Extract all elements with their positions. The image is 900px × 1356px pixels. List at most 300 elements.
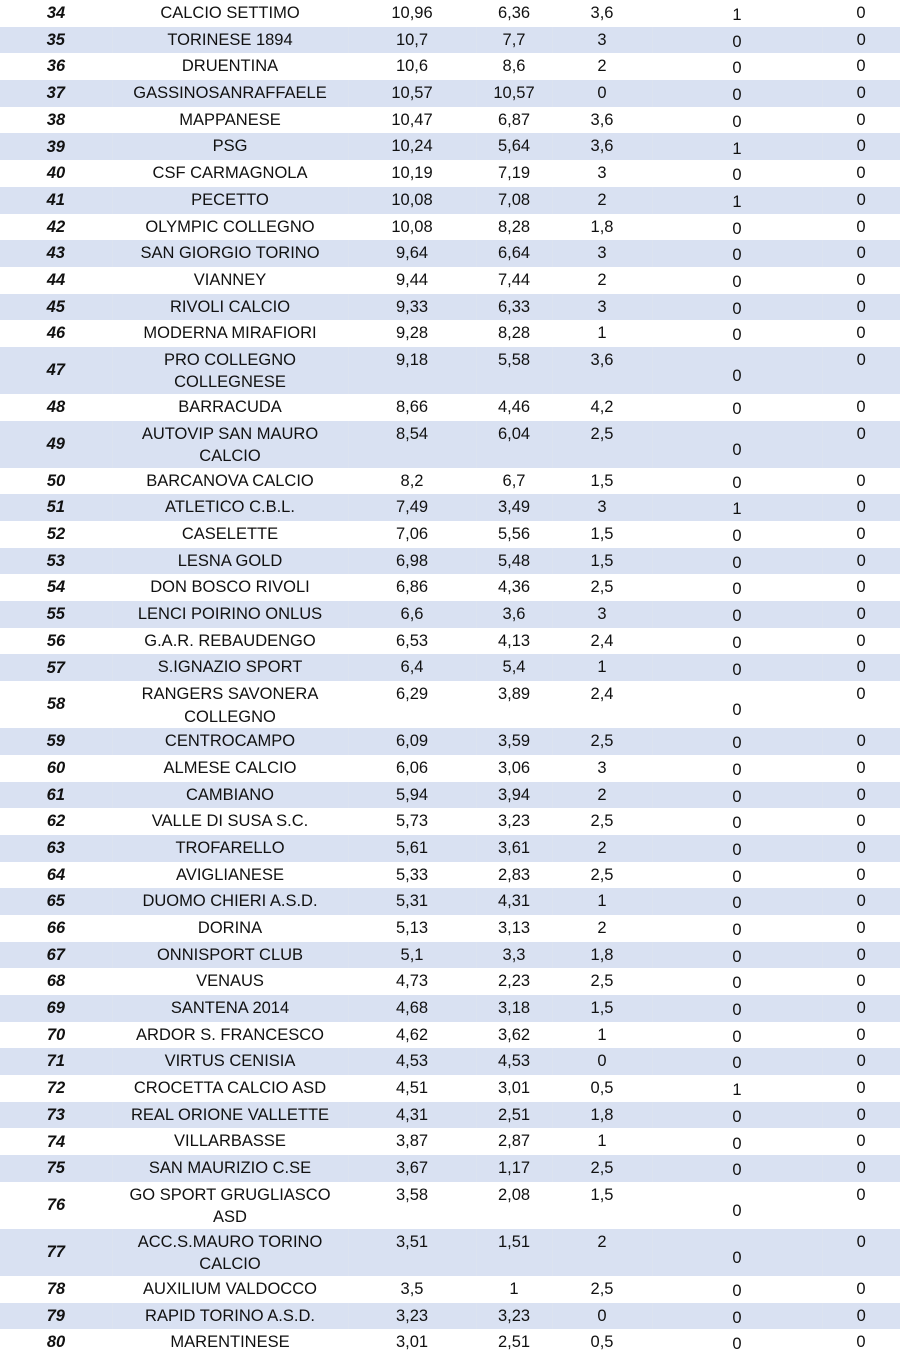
table-row <box>0 1075 900 1102</box>
value-col4-cell: 2,23 <box>497 972 531 991</box>
rank-cell: 66 <box>46 919 66 938</box>
value-col5-cell: 2,5 <box>590 972 614 991</box>
value-col7-cell: 0 <box>856 1333 866 1352</box>
rank-cell: 43 <box>0 240 112 267</box>
team-name-cell: DUOMO CHIERI A.S.D. <box>112 888 348 915</box>
value-col5-cell: 1,5 <box>552 995 652 1022</box>
value-col7-cell: 0 <box>822 995 900 1022</box>
value-col3-cell: 8,2 <box>400 471 424 490</box>
value-col5-cell: 2,5 <box>590 578 614 597</box>
team-name-cell: MODERNA MIRAFIORI <box>143 324 317 343</box>
value-col6-cell: 0 <box>652 1048 822 1075</box>
value-col7-cell: 0 <box>856 270 866 289</box>
table-row <box>0 267 900 294</box>
value-col3-cell: 10,19 <box>391 164 433 183</box>
rank-cell: 38 <box>46 110 66 129</box>
value-col7-cell: 0 <box>822 888 900 915</box>
team-name-cell: GO SPORT GRUGLIASCO ASD <box>129 1185 331 1227</box>
value-col3-cell: 5,1 <box>348 942 476 969</box>
value-col3-cell: 3,5 <box>400 1279 424 1298</box>
value-col6-cell: 0 <box>652 888 822 915</box>
value-col3-cell: 3,01 <box>395 1333 429 1352</box>
value-col4-cell: 1,51 <box>476 1229 552 1276</box>
value-col5-cell: 3 <box>552 294 652 321</box>
value-col5-cell: 2,5 <box>590 812 614 831</box>
value-col7-cell: 0 <box>856 471 866 490</box>
value-col5-cell: 1,8 <box>552 942 652 969</box>
value-col5-cell: 2 <box>597 57 607 76</box>
value-col5-cell: 0,5 <box>590 1333 614 1352</box>
value-col7-cell: 0 <box>822 942 900 969</box>
value-col7-cell: 0 <box>856 1132 866 1151</box>
team-name-cell: VIANNEY <box>193 270 267 289</box>
rank-cell: 41 <box>0 187 112 214</box>
value-col3-cell: 9,64 <box>348 240 476 267</box>
value-col7-cell: 0 <box>856 1279 866 1298</box>
rank-cell: 71 <box>0 1048 112 1075</box>
value-col4-cell: 3,06 <box>497 758 531 777</box>
value-col4-cell: 3,13 <box>497 918 531 937</box>
value-col4-cell: 5,58 <box>476 347 552 394</box>
value-col3-cell: 10,7 <box>348 27 476 54</box>
value-col5-cell: 3 <box>552 494 652 521</box>
value-col5-cell: 3,6 <box>552 347 652 394</box>
table-row <box>0 601 900 628</box>
team-name-cell: SANTENA 2014 <box>112 995 348 1022</box>
value-col6-cell: 0 <box>652 1303 822 1330</box>
value-col5-cell: 1,8 <box>552 1102 652 1129</box>
table-row <box>0 214 900 241</box>
table-row <box>0 628 900 655</box>
value-col5-cell: 0 <box>552 1048 652 1075</box>
team-name-cell: PRO COLLEGNO COLLEGNESE <box>112 347 348 394</box>
value-col4-cell: 3,23 <box>476 1303 552 1330</box>
rank-cell: 50 <box>46 471 66 490</box>
value-col5-cell: 2,4 <box>590 631 614 650</box>
team-name-cell: CSF CARMAGNOLA <box>152 164 308 183</box>
value-col4-cell: 7,44 <box>497 270 531 289</box>
rank-cell: 60 <box>46 758 66 777</box>
rank-cell: 51 <box>0 494 112 521</box>
team-name-cell: TROFARELLO <box>112 835 348 862</box>
value-col5-cell: 4,2 <box>590 397 614 416</box>
value-col4-cell: 6,87 <box>497 110 531 129</box>
value-col7-cell: 0 <box>822 133 900 160</box>
value-col6-cell: 0 <box>732 814 742 833</box>
table-row <box>0 107 900 134</box>
value-col3-cell: 4,51 <box>395 1079 429 1098</box>
value-col6-cell: 0 <box>732 1202 742 1221</box>
value-col5-cell: 1,5 <box>590 471 614 490</box>
value-col4-cell: 4,46 <box>497 397 531 416</box>
value-col4-cell: 3,89 <box>497 685 531 704</box>
value-col6-cell: 0 <box>732 867 742 886</box>
value-col3-cell: 3,23 <box>348 1303 476 1330</box>
value-col5-cell: 3 <box>552 27 652 54</box>
value-col6-cell: 0 <box>732 760 742 779</box>
team-name-cell: DRUENTINA <box>181 57 279 76</box>
value-col6-cell: 0 <box>652 1155 822 1182</box>
value-col7-cell: 0 <box>822 835 900 862</box>
rank-cell: 40 <box>46 164 66 183</box>
rank-cell: 35 <box>0 27 112 54</box>
table-row <box>0 888 900 915</box>
value-col5-cell: 2,5 <box>590 1279 614 1298</box>
rank-cell: 68 <box>46 972 66 991</box>
value-col4-cell: 2,51 <box>497 1333 531 1352</box>
value-col4-cell: 6,64 <box>476 240 552 267</box>
rank-cell: 42 <box>46 217 66 236</box>
team-name-cell: VIRTUS CENISIA <box>112 1048 348 1075</box>
value-col6-cell: 1 <box>652 187 822 214</box>
value-col3-cell: 5,33 <box>395 865 429 884</box>
value-col7-cell: 0 <box>856 865 866 884</box>
value-col5-cell: 2 <box>597 270 607 289</box>
value-col6-cell: 0 <box>732 974 742 993</box>
value-col3-cell: 3,51 <box>348 1229 476 1276</box>
rank-cell: 46 <box>46 324 66 343</box>
value-col6-cell: 1 <box>732 6 742 25</box>
value-col5-cell: 3,6 <box>590 4 614 22</box>
rank-cell: 79 <box>0 1303 112 1330</box>
value-col7-cell: 0 <box>822 782 900 809</box>
team-name-cell: BARCANOVA CALCIO <box>146 471 314 490</box>
table-row <box>0 681 900 728</box>
value-col5-cell: 2,4 <box>590 685 614 704</box>
value-col5-cell: 2 <box>597 918 607 937</box>
value-col6-cell: 0 <box>732 633 742 652</box>
value-col4-cell: 4,13 <box>497 631 531 650</box>
value-col6-cell: 0 <box>732 527 742 546</box>
value-col4-cell: 5,64 <box>476 133 552 160</box>
table-row <box>0 654 900 681</box>
value-col3-cell: 10,6 <box>395 57 429 76</box>
value-col5-cell: 3 <box>552 240 652 267</box>
value-col7-cell: 0 <box>822 1303 900 1330</box>
value-col7-cell: 0 <box>856 1079 866 1098</box>
value-col7-cell: 0 <box>822 421 900 468</box>
table-row <box>0 808 900 835</box>
team-name-cell: RIVOLI CALCIO <box>112 294 348 321</box>
value-col5-cell: 2 <box>552 1229 652 1276</box>
rank-cell: 49 <box>0 421 112 468</box>
table-row <box>0 27 900 54</box>
rank-cell: 76 <box>46 1196 66 1215</box>
value-col6-cell: 0 <box>652 347 822 394</box>
team-name-cell: LENCI POIRINO ONLUS <box>112 601 348 628</box>
team-name-cell: VILLARBASSE <box>174 1132 286 1151</box>
value-col3-cell: 6,6 <box>348 601 476 628</box>
value-col7-cell: 0 <box>822 1102 900 1129</box>
value-col3-cell: 5,13 <box>395 918 429 937</box>
value-col3-cell: 10,47 <box>391 110 433 129</box>
value-col3-cell: 8,54 <box>348 421 476 468</box>
team-name-cell: SAN MAURIZIO C.SE <box>112 1155 348 1182</box>
team-name-cell: CALCIO SETTIMO <box>160 4 300 22</box>
team-name-cell: VALLE DI SUSA S.C. <box>151 812 309 831</box>
value-col4-cell: 2,51 <box>476 1102 552 1129</box>
value-col3-cell: 7,49 <box>348 494 476 521</box>
rank-cell: 37 <box>0 80 112 107</box>
value-col6-cell: 1 <box>652 133 822 160</box>
table-row <box>0 1276 900 1303</box>
value-col6-cell: 0 <box>652 601 822 628</box>
value-col6-cell: 0 <box>652 1102 822 1129</box>
table-row <box>0 494 900 521</box>
team-name-cell: G.A.R. REBAUDENGO <box>144 631 316 650</box>
table-row <box>0 1155 900 1182</box>
value-col3-cell: 6,4 <box>348 654 476 681</box>
value-col5-cell: 1,5 <box>590 525 614 543</box>
value-col6-cell: 0 <box>732 112 742 131</box>
team-name-cell: PECETTO <box>112 187 348 214</box>
value-col4-cell: 1,17 <box>476 1155 552 1182</box>
table-row <box>0 548 900 575</box>
value-col4-cell: 4,53 <box>476 1048 552 1075</box>
value-col6-cell: 0 <box>652 548 822 575</box>
rank-cell: 78 <box>46 1279 66 1298</box>
value-col3-cell: 10,57 <box>348 80 476 107</box>
team-name-cell: REAL ORIONE VALLETTE <box>112 1102 348 1129</box>
value-col6-cell: 0 <box>652 1229 822 1276</box>
value-col7-cell: 0 <box>822 1229 900 1276</box>
value-col5-cell: 3 <box>597 164 607 183</box>
team-name-cell: ACC.S.MAURO TORINO CALCIO <box>112 1229 348 1276</box>
value-col7-cell: 0 <box>856 1025 866 1044</box>
value-col3-cell: 5,61 <box>348 835 476 862</box>
team-name-cell: CROCETTA CALCIO ASD <box>133 1079 327 1098</box>
rank-cell: 52 <box>46 525 66 544</box>
value-col3-cell: 10,24 <box>348 133 476 160</box>
value-col3-cell: 10,96 <box>391 4 433 22</box>
team-name-cell: LESNA GOLD <box>112 548 348 575</box>
value-col6-cell: 0 <box>652 654 822 681</box>
value-col6-cell: 0 <box>732 473 742 492</box>
value-col6-cell: 0 <box>652 995 822 1022</box>
value-col3-cell: 6,06 <box>395 758 429 777</box>
value-col3-cell: 9,18 <box>348 347 476 394</box>
value-col5-cell: 1,5 <box>590 1185 614 1204</box>
value-col3-cell: 4,31 <box>348 1102 476 1129</box>
table-row <box>0 835 900 862</box>
value-col3-cell: 5,31 <box>348 888 476 915</box>
team-name-cell: ONNISPORT CLUB <box>112 942 348 969</box>
value-col4-cell: 4,36 <box>497 578 531 597</box>
value-col6-cell: 0 <box>652 27 822 54</box>
value-col6-cell: 0 <box>732 59 742 78</box>
table-row <box>0 421 900 468</box>
value-col3-cell: 10,08 <box>391 217 433 236</box>
team-name-cell: SAN GIORGIO TORINO <box>112 240 348 267</box>
value-col7-cell: 0 <box>822 187 900 214</box>
value-col5-cell: 3 <box>552 601 652 628</box>
value-col6-cell: 0 <box>652 240 822 267</box>
value-col5-cell: 0 <box>552 80 652 107</box>
value-col7-cell: 0 <box>822 728 900 755</box>
value-col5-cell: 1 <box>552 654 652 681</box>
rank-cell: 58 <box>46 695 66 714</box>
rank-cell: 67 <box>0 942 112 969</box>
value-col5-cell: 0,5 <box>590 1079 614 1098</box>
value-col5-cell: 0 <box>552 1303 652 1330</box>
rank-cell: 36 <box>46 57 66 76</box>
rank-cell: 74 <box>46 1132 66 1151</box>
value-col3-cell: 4,53 <box>348 1048 476 1075</box>
team-name-cell: CENTROCAMPO <box>112 728 348 755</box>
value-col3-cell: 4,62 <box>395 1025 429 1044</box>
value-col7-cell: 0 <box>822 294 900 321</box>
table-row <box>0 574 900 601</box>
value-col3-cell: 6,86 <box>395 578 429 597</box>
value-col4-cell: 3,01 <box>497 1079 531 1098</box>
rank-cell: 53 <box>0 548 112 575</box>
team-name-cell: AVIGLIANESE <box>176 865 284 884</box>
rank-cell: 73 <box>0 1102 112 1129</box>
value-col4-cell: 3,94 <box>476 782 552 809</box>
table-row <box>0 1229 900 1276</box>
value-col4-cell: 6,33 <box>476 294 552 321</box>
value-col4-cell: 7,08 <box>476 187 552 214</box>
value-col6-cell: 1 <box>652 494 822 521</box>
value-col3-cell: 3,58 <box>395 1185 429 1204</box>
value-col6-cell: 0 <box>732 272 742 291</box>
rank-cell: 39 <box>0 133 112 160</box>
table-row <box>0 1022 900 1049</box>
value-col4-cell: 5,56 <box>497 525 531 543</box>
value-col6-cell: 0 <box>652 294 822 321</box>
value-col5-cell: 3 <box>597 758 607 777</box>
value-col6-cell: 0 <box>652 942 822 969</box>
team-name-cell: DON BOSCO RIVOLI <box>150 578 310 597</box>
value-col7-cell: 0 <box>856 110 866 129</box>
value-col5-cell: 2,5 <box>552 728 652 755</box>
team-name-cell: VENAUS <box>196 972 264 991</box>
value-col4-cell: 1 <box>509 1279 519 1298</box>
team-name-cell: AUXILIUM VALDOCCO <box>143 1279 317 1298</box>
value-col4-cell: 4,31 <box>476 888 552 915</box>
rank-cell: 69 <box>0 995 112 1022</box>
table-row <box>0 240 900 267</box>
table-row <box>0 915 900 942</box>
team-name-cell: MAPPANESE <box>179 110 281 129</box>
value-col7-cell: 0 <box>856 972 866 991</box>
value-col6-cell: 0 <box>732 1281 742 1300</box>
rank-cell: 75 <box>0 1155 112 1182</box>
value-col3-cell: 8,66 <box>395 397 429 416</box>
table-row <box>0 468 900 495</box>
value-col7-cell: 0 <box>822 654 900 681</box>
value-col3-cell: 6,98 <box>348 548 476 575</box>
value-col4-cell: 2,83 <box>497 865 531 884</box>
table-row <box>0 728 900 755</box>
value-col6-cell: 0 <box>732 219 742 238</box>
table-row <box>0 1102 900 1129</box>
value-col4-cell: 2,08 <box>497 1185 531 1204</box>
value-col6-cell: 0 <box>732 701 742 720</box>
team-name-cell: ARDOR S. FRANCESCO <box>136 1025 324 1044</box>
value-col3-cell: 5,94 <box>348 782 476 809</box>
team-name-cell: AUTOVIP SAN MAURO CALCIO <box>112 421 348 468</box>
value-col4-cell: 3,6 <box>476 601 552 628</box>
value-col3-cell: 4,68 <box>348 995 476 1022</box>
value-col3-cell: 6,29 <box>395 685 429 704</box>
value-col4-cell: 5,48 <box>476 548 552 575</box>
value-col7-cell: 0 <box>856 164 866 183</box>
table-row <box>0 968 900 995</box>
value-col5-cell: 2 <box>552 187 652 214</box>
value-col7-cell: 0 <box>822 1048 900 1075</box>
value-col7-cell: 0 <box>822 240 900 267</box>
value-col7-cell: 0 <box>856 685 866 704</box>
value-col5-cell: 1,5 <box>552 548 652 575</box>
team-name-cell: ATLETICO C.B.L. <box>112 494 348 521</box>
table-row <box>0 133 900 160</box>
table-row <box>0 394 900 421</box>
value-col3-cell: 9,28 <box>395 324 429 343</box>
rank-cell: 56 <box>46 631 66 650</box>
value-col4-cell: 7,19 <box>497 164 531 183</box>
value-col4-cell: 6,04 <box>476 421 552 468</box>
value-col6-cell: 0 <box>732 1027 742 1046</box>
table-row <box>0 942 900 969</box>
table-row <box>0 1182 900 1229</box>
table-row <box>0 320 900 347</box>
rank-cell: 62 <box>46 812 66 831</box>
value-col6-cell: 0 <box>732 1134 742 1153</box>
table-row <box>0 1329 900 1356</box>
value-col4-cell: 3,49 <box>476 494 552 521</box>
value-col6-cell: 0 <box>652 835 822 862</box>
team-name-cell: RANGERS SAVONERA COLLEGNO <box>141 685 319 726</box>
table-row <box>0 521 900 548</box>
value-col4-cell: 3,23 <box>497 812 531 831</box>
table-row <box>0 1128 900 1155</box>
value-col6-cell: 0 <box>732 326 742 345</box>
table-row <box>0 53 900 80</box>
value-col5-cell: 1 <box>552 888 652 915</box>
value-col6-cell: 1 <box>732 1081 742 1100</box>
value-col7-cell: 0 <box>856 918 866 937</box>
team-name-cell: RAPID TORINO A.S.D. <box>112 1303 348 1330</box>
value-col4-cell: 8,28 <box>497 324 531 343</box>
table-row <box>0 1048 900 1075</box>
value-col7-cell: 0 <box>822 347 900 394</box>
team-name-cell: DORINA <box>197 918 263 937</box>
value-col5-cell: 2,5 <box>590 865 614 884</box>
value-col7-cell: 0 <box>856 397 866 416</box>
value-col6-cell: 0 <box>732 580 742 599</box>
value-col3-cell: 6,53 <box>395 631 429 650</box>
value-col7-cell: 0 <box>856 4 866 22</box>
value-col7-cell: 0 <box>856 812 866 831</box>
value-col7-cell: 0 <box>856 758 866 777</box>
rank-cell: 72 <box>46 1079 66 1098</box>
value-col3-cell: 6,09 <box>348 728 476 755</box>
value-col7-cell: 0 <box>856 631 866 650</box>
value-col6-cell: 0 <box>732 400 742 419</box>
value-col6-cell: 0 <box>652 728 822 755</box>
value-col6-cell: 0 <box>652 421 822 468</box>
table-row <box>0 862 900 889</box>
value-col5-cell: 3,6 <box>552 133 652 160</box>
value-col7-cell: 0 <box>856 1185 866 1204</box>
team-name-cell: MARENTINESE <box>170 1333 290 1352</box>
rank-cell: 34 <box>46 4 66 23</box>
table-row <box>0 80 900 107</box>
value-col4-cell: 8,28 <box>497 217 531 236</box>
value-col6-cell: 0 <box>732 921 742 940</box>
value-col5-cell: 1 <box>597 1025 607 1044</box>
